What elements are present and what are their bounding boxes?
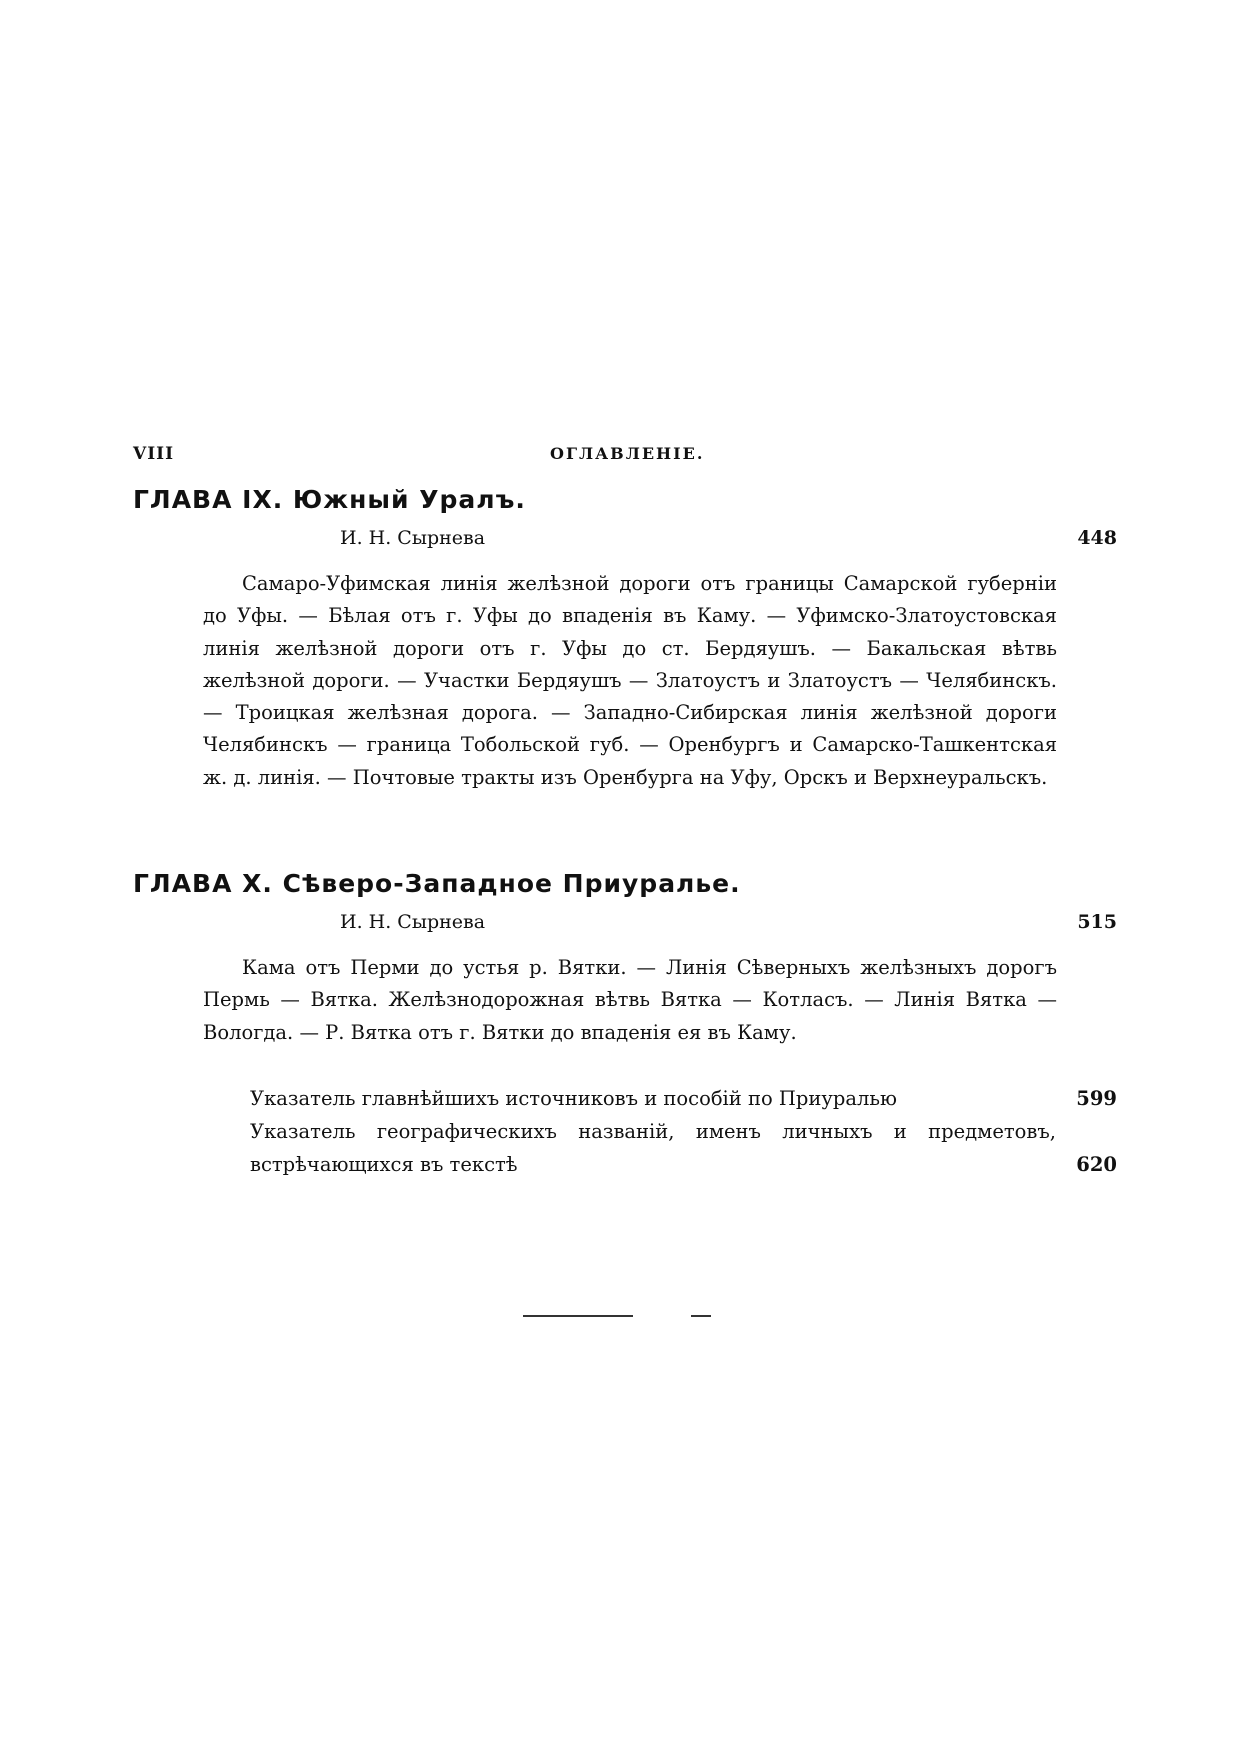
- chapter-author: И. Н. Сырнева: [340, 527, 486, 549]
- end-rule-short: [691, 1315, 711, 1317]
- index-entry: [250, 1116, 1117, 1181]
- chapter-title: ГЛАВА X. Сѣверо-Западное Приуралье.: [133, 869, 741, 898]
- chapter-title: ГЛАВА IX. Южный Уралъ.: [133, 485, 526, 514]
- index-entry-text: Указатель географическихъ названій, именъ личныхъ и предметовъ, встрѣчающихся въ текстѣ: [250, 1120, 1056, 1176]
- chapter-author-row: [340, 911, 1117, 937]
- chapter-summary: Самаро-Уфимская линія желѣзной дороги отъ границы Самарской губерніи до Уфы. — Бѣлая отъ г. Уфы до впаденія въ Каму. — Уфимско-Златоустовская линія желѣзной дороги отъ г. Уфы до ст. Бердяушъ. — Бакальская вѣтвь желѣзной дороги. — Участки Бердяушъ — Златоустъ и Златоустъ — Челябинскъ. — Троицкая желѣзная дорога. — Западно-Сибирская линія желѣзной дороги Челябинскъ — граница Тобольской губ. — Оренбургъ и Самарско-Ташкентская ж. д. линія. — Почтовые тракты изъ Оренбурга на Уфу, Орскъ и Верхнеуральскъ.: [203, 572, 1057, 789]
- chapter-author-row: [340, 527, 1117, 553]
- page-header: [133, 444, 1113, 470]
- end-rule: [523, 1315, 633, 1317]
- chapter-page-number: 515: [1077, 911, 1117, 933]
- running-head: ОГЛАВЛЕНІЕ.: [550, 444, 705, 463]
- index-entry-page: 620: [1076, 1152, 1117, 1176]
- chapter-summary: Кама отъ Перми до устья р. Вятки. — Линія Сѣверныхъ желѣзныхъ дорогъ Пермь — Вятка. Желѣзнодорожная вѣтвь Вятка — Котласъ. — Линія Вятка — Вологда. — Р. Вятка отъ г. Вятки до впаденія ея въ Каму.: [203, 956, 1057, 1044]
- index-entry: [250, 1083, 1117, 1116]
- index-entry-page: 599: [1076, 1087, 1117, 1110]
- chapter-page-number: 448: [1077, 527, 1117, 549]
- index-entry-text: Указатель главнѣйшихъ источниковъ и пособій по Приуралью: [250, 1087, 897, 1110]
- page-number: VIII: [133, 444, 175, 464]
- chapter-author: И. Н. Сырнева: [340, 911, 486, 933]
